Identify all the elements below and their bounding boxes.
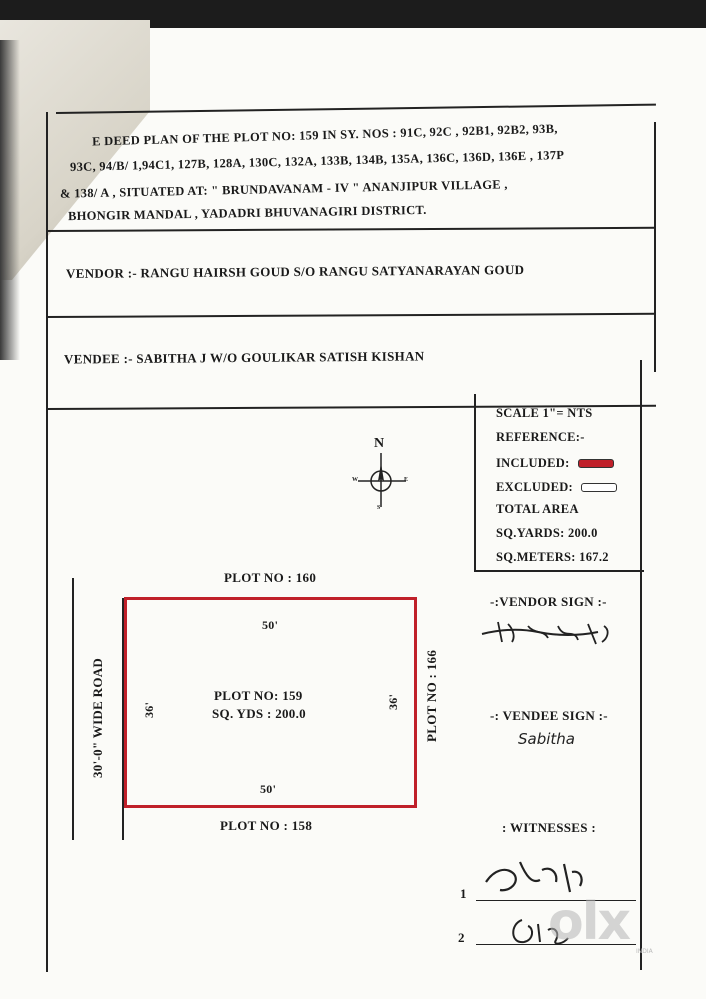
fold-shadow bbox=[0, 40, 20, 360]
left-dimension: 36' bbox=[142, 701, 156, 718]
compass-east: E bbox=[404, 477, 409, 483]
compass-north: N bbox=[374, 436, 385, 451]
legend-total-area: TOTAL AREA bbox=[496, 502, 579, 516]
vendor-sign-label: -:VENDOR SIGN :- bbox=[490, 594, 607, 609]
olx-watermark-logo: olx bbox=[548, 892, 630, 952]
road-label: 30'-0" WIDE ROAD bbox=[90, 657, 105, 778]
witness-2-number: 2 bbox=[458, 930, 465, 945]
legend-excluded-row bbox=[496, 478, 617, 496]
top-dimension: 50' bbox=[262, 618, 279, 632]
legend-sq-meters: SQ.METERS: 167.2 bbox=[496, 550, 609, 564]
legend-included: INCLUDED: bbox=[496, 456, 570, 470]
legend-sq-yards: SQ.YARDS: 200.0 bbox=[496, 526, 598, 540]
vendee-signature: Sabitha bbox=[518, 730, 575, 748]
right-dimension: 36' bbox=[386, 693, 400, 710]
witnesses-label: : WITNESSES : bbox=[502, 820, 596, 835]
vendor-line: VENDOR :- RANGU HAIRSH GOUD S/O RANGU SATYANARAYAN GOUD bbox=[65, 262, 525, 281]
compass-west: W bbox=[352, 477, 359, 483]
east-plot-label: PLOT NO : 166 bbox=[424, 649, 439, 742]
title-line-3: & 138/ A , SITUATED AT: " BRUNDAVANAM - IV " ANANJIPUR VILLAGE , bbox=[59, 177, 508, 201]
legend-scale: SCALE 1"= NTS bbox=[496, 406, 593, 420]
vendee-line: VENDEE :- SABITHA J W/O GOULIKAR SATISH KISHAN bbox=[63, 348, 425, 367]
road-edge-outer bbox=[72, 578, 74, 840]
title-line-1: E DEED PLAN OF THE PLOT NO: 159 IN SY. NOS : 91C, 92C , 92B1, 92B2, 93B, bbox=[91, 121, 558, 149]
bottom-dimension: 50' bbox=[260, 782, 277, 796]
vendee-sign-label: -: VENDEE SIGN :- bbox=[490, 708, 608, 723]
legend-excluded: EXCLUDED: bbox=[496, 480, 574, 494]
olx-watermark-sub: INDIA bbox=[636, 948, 653, 955]
legend-included-row bbox=[496, 454, 614, 472]
plot-area: SQ. YDS : 200.0 bbox=[212, 706, 306, 721]
included-swatch bbox=[578, 459, 614, 468]
excluded-swatch bbox=[581, 483, 617, 492]
frame-right-top bbox=[654, 122, 656, 372]
frame-left bbox=[46, 112, 48, 972]
plot-label: PLOT NO: 159 bbox=[214, 688, 303, 703]
compass-south: S bbox=[377, 505, 381, 511]
north-plot-label: PLOT NO : 160 bbox=[224, 570, 317, 585]
south-plot-label: PLOT NO : 158 bbox=[220, 818, 313, 833]
title-line-4: BHONGIR MANDAL , YADADRI BHUVANAGIRI DISTRICT. bbox=[67, 202, 427, 224]
legend-reference: REFERENCE:- bbox=[496, 430, 585, 444]
vendor-signature-image bbox=[478, 614, 628, 654]
title-line-2: 93C, 94/B/ 1,94C1, 127B, 128A, 130C, 132A, 133B, 134B, 135A, 136C, 136D, 136E , 137P bbox=[69, 147, 565, 175]
legend-bottom bbox=[474, 570, 642, 572]
witness-1-number: 1 bbox=[460, 886, 467, 901]
